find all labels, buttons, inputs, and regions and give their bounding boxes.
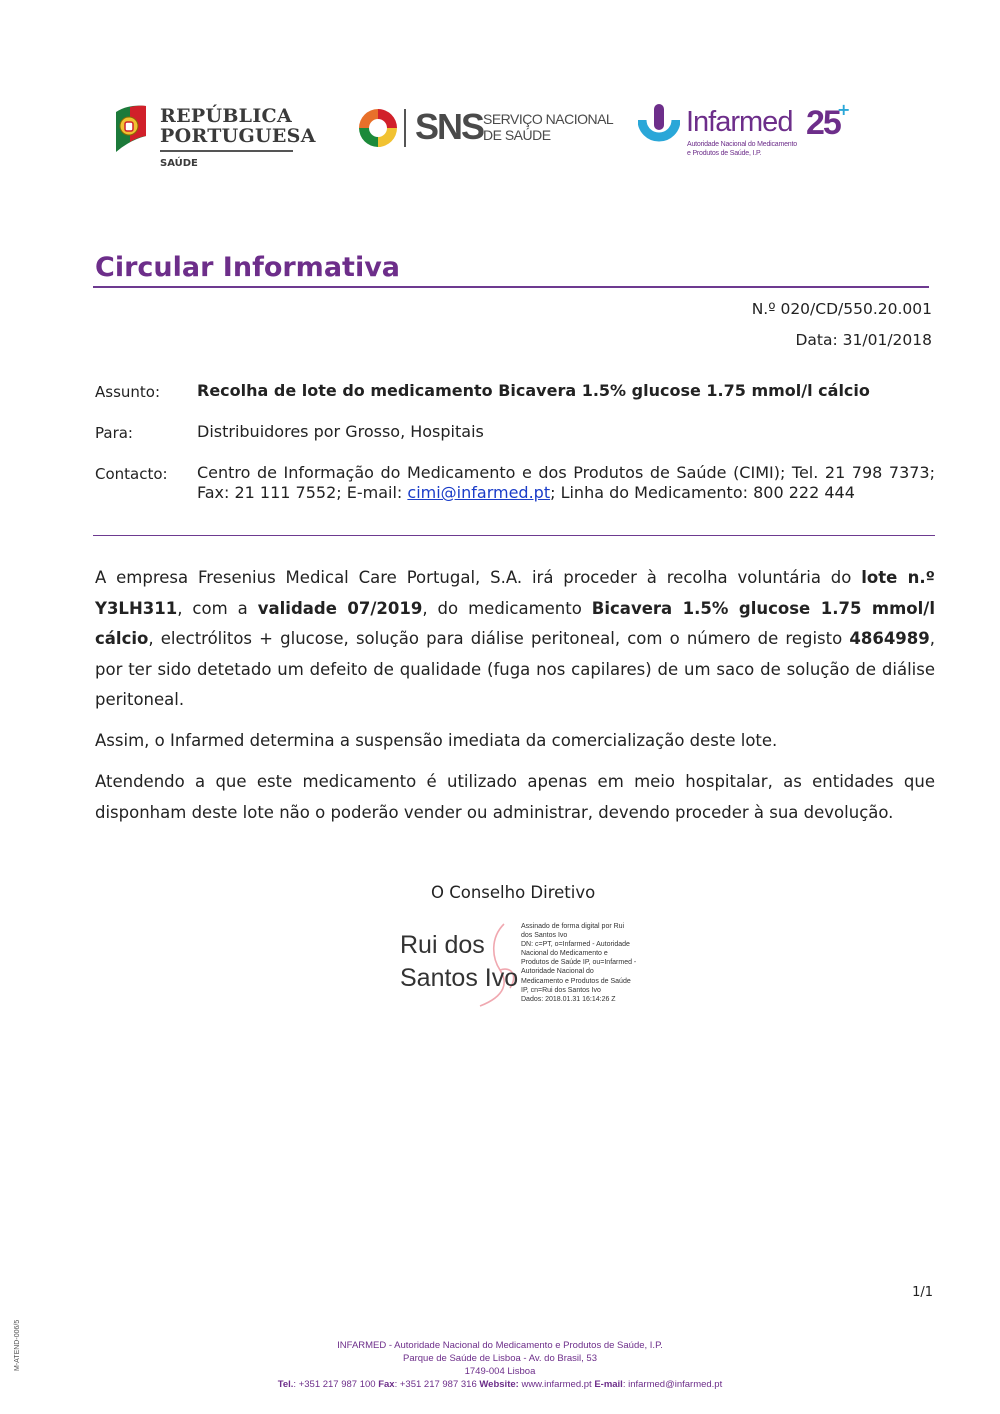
footer-tel-label: Tel. <box>277 1379 294 1390</box>
sns-line1: SERVIÇO NACIONAL <box>483 111 614 127</box>
date-row <box>795 331 932 349</box>
meta-rule <box>93 535 935 536</box>
footer-web-label: Website: <box>479 1379 519 1390</box>
circular-number: N.º 020/CD/550.20.001 <box>751 300 932 318</box>
p1-text-5: , por ter sido detetado um defeito de qualidade (fuga nos capilares) de um saco de solução de diálise peritoneal. <box>95 629 935 710</box>
footer-address: Parque de Saúde de Lisboa - Av. do Brasil, 53 <box>402 1353 597 1364</box>
footer-postcode: 1749-004 Lisboa <box>464 1366 536 1377</box>
sig-detail-line: dos Santos Ivo <box>521 932 568 940</box>
footer-org: INFARMED - Autoridade Nacional do Medicamento e Produtos de Saúde, I.P. <box>337 1340 663 1351</box>
p1-text-4: , electrólitos + glucose, solução para diálise peritoneal, com o número de registo <box>148 629 850 649</box>
sig-detail-line: Autoridade Nacional do <box>521 968 594 976</box>
digital-signature-details <box>521 922 651 1004</box>
sig-detail-line: DN: c=PT, o=Infarmed - Autoridade <box>521 941 630 949</box>
p1-registration: 4864989 <box>849 629 930 649</box>
sig-detail-line: Dados: 2018.01.31 16:14:26 Z <box>521 995 616 1003</box>
sns-abbr: SNS <box>415 106 484 147</box>
signatory-name-line2: Santos Ivo <box>400 964 519 992</box>
page-number: 1/1 <box>912 1285 933 1300</box>
footer-tel: : +351 217 987 100 <box>293 1379 379 1390</box>
contacto-text-before: Centro de Informação do Medicamento e dos Produtos de Saúde (CIMI); Tel. 21 798 7373; Fax: 21 111 7552; E-mail: <box>197 463 935 502</box>
infarmed-sub2: e Produtos de Saúde, I.P. <box>687 150 762 157</box>
document-title: Circular Informativa <box>95 252 401 283</box>
infarmed-name: Infarmed <box>686 106 793 138</box>
contacto-email-link[interactable]: cimi@infarmed.pt <box>407 483 551 502</box>
sig-detail-line: IP, cn=Rui dos Santos Ivo <box>521 986 601 994</box>
republica-portuguesa-logo <box>110 102 316 174</box>
body-paragraph-3: Atendendo a que este medicamento é utilizado apenas em meio hospitalar, as entidades que disponham deste lote não o poderão vender ou administrar, devendo proceder à sua devolução. <box>95 772 935 822</box>
sns-separator <box>404 109 406 147</box>
signatory-name <box>400 929 518 995</box>
portugal-flag-emblem-icon <box>110 102 150 156</box>
footer-fax: : +351 217 987 316 <box>394 1379 480 1390</box>
title-rule <box>93 286 929 288</box>
para-label: Para: <box>95 424 133 442</box>
assunto-value: Recolha de lote do medicamento Bicavera 1.5% glucose 1.75 mmol/l cálcio <box>197 381 870 400</box>
infarmed-drop-icon <box>638 102 680 148</box>
infarmed-sub1: Autoridade Nacional do Medicamento <box>687 141 797 148</box>
sig-detail-line: Medicamento e Produtos de Saúde <box>521 977 631 985</box>
sns-logo <box>357 106 614 152</box>
contacto-text-after: ; Linha do Medicamento: 800 222 444 <box>550 483 855 502</box>
body-paragraph-2: Assim, o Infarmed determina a suspensão imediata da comercialização deste lote. <box>95 731 778 750</box>
assunto-label: Assunto: <box>95 383 161 401</box>
infarmed-25: 25 <box>806 104 840 142</box>
date-value: 31/01/2018 <box>842 331 932 349</box>
infarmed-plus: + <box>837 100 851 119</box>
republica-text: REPÚBLICA <box>160 105 292 127</box>
p1-text-2: , com a <box>177 598 258 618</box>
form-code: M-ATEND-006/5 <box>14 1319 21 1371</box>
footer-email-label: E-mail <box>594 1379 623 1390</box>
contacto-value <box>197 463 935 503</box>
contacto-label: Contacto: <box>95 465 168 483</box>
footer-web: www.infarmed.pt <box>518 1379 595 1390</box>
portuguesa-text: PORTUGUESA <box>160 125 316 147</box>
signatory-name-line1: Rui dos <box>400 931 485 959</box>
para-value: Distribuidores por Grosso, Hospitais <box>197 422 484 441</box>
infarmed-logo <box>638 102 853 162</box>
saude-text: SAÚDE <box>160 158 198 169</box>
sns-line2: DE SAÚDE <box>483 127 551 143</box>
sns-ring-icon <box>357 107 399 149</box>
p1-validity: validade 07/2019 <box>257 598 423 618</box>
sig-detail-line: Produtos de Saúde IP, ou=Infarmed - <box>521 959 637 967</box>
sig-detail-line: Nacional do Medicamento e <box>521 950 608 958</box>
footer-fax-label: Fax <box>378 1379 395 1390</box>
council-signoff: O Conselho Diretivo <box>431 883 596 902</box>
p1-lot-number: lote n.º Y3LH311 <box>95 568 935 618</box>
p1-text-3: , do medicamento <box>422 598 592 618</box>
p1-medicine: Bicavera 1.5% glucose 1.75 mmol/l cálcio <box>95 598 935 649</box>
date-label: Data: <box>795 331 838 349</box>
body-paragraph-1 <box>95 563 935 716</box>
footer-email: : infarmed@infarmed.pt <box>622 1379 723 1390</box>
sig-detail-line: Assinado de forma digital por Rui <box>521 923 625 930</box>
p1-text-1: A empresa Fresenius Medical Care Portugal, S.A. irá proceder à recolha voluntária do <box>95 568 862 587</box>
logo-divider <box>160 150 293 152</box>
footer-contacts <box>200 1378 800 1391</box>
